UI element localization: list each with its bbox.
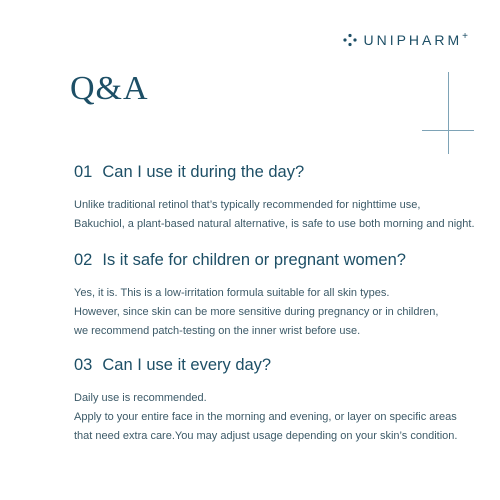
answer-line: Apply to your entire face in the morning and evening, or layer on specific areas (74, 411, 457, 423)
answer-line: that need extra care.You may adjust usage depending on your skin’s condition. (74, 430, 458, 442)
question-heading (74, 251, 470, 270)
question-heading (74, 163, 470, 182)
brand-name: UNIPHARM+ (363, 31, 468, 48)
qa-item-02 (74, 251, 470, 341)
question-text: Can I use it during the day? (102, 163, 305, 181)
answer-line: Yes, it is. This is a low-irritation formula suitable for all skin types. (74, 287, 390, 299)
question-text: Is it safe for children or pregnant women? (102, 251, 406, 269)
answer-text (74, 196, 475, 234)
answer-line: However, since skin can be more sensitive during pregnancy or in children, (74, 306, 439, 318)
brand-superscript: + (462, 31, 468, 42)
answer-text (74, 389, 470, 446)
brand-logo (343, 32, 468, 47)
question-text: Can I use it every day? (102, 356, 272, 374)
page-title: Q&A (70, 70, 149, 107)
crosshair-vertical-line (448, 72, 449, 154)
answer-line: Unlike traditional retinol that’s typically recommended for nighttime use, (74, 199, 421, 211)
question-heading (74, 356, 470, 375)
decorative-crosshair (422, 72, 474, 154)
molecule-dots-icon (343, 33, 357, 47)
answer-line: Bakuchiol, a plant-based natural alternative, is safe to use both morning and night. (74, 218, 475, 230)
qa-item-01 (74, 163, 475, 234)
question-number: 02 (74, 251, 93, 269)
answer-line: we recommend patch-testing on the inner wrist before use. (74, 325, 361, 337)
answer-line: Daily use is recommended. (74, 392, 207, 404)
crosshair-horizontal-line (422, 130, 474, 131)
qa-item-03 (74, 356, 470, 446)
question-number: 01 (74, 163, 93, 181)
question-number: 03 (74, 356, 93, 374)
answer-text (74, 284, 470, 341)
